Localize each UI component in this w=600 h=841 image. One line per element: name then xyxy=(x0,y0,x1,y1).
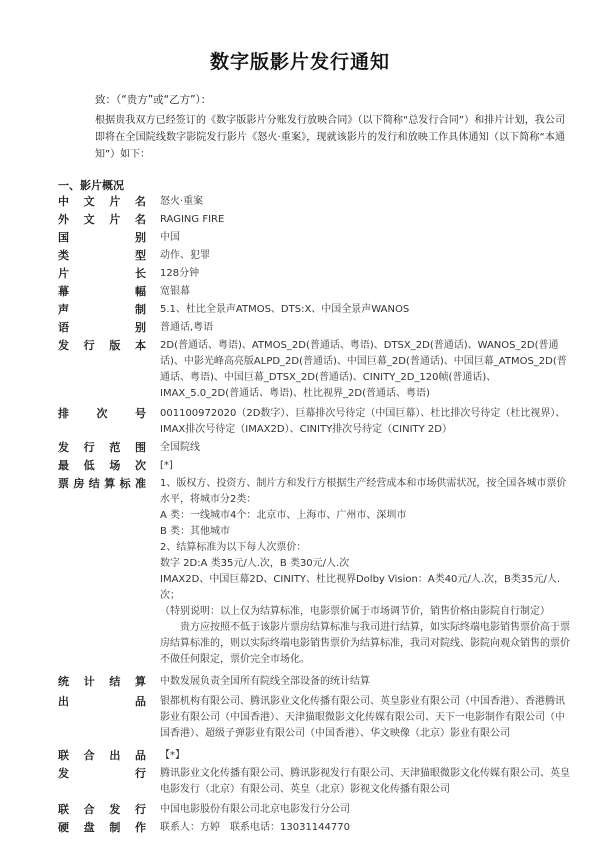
info-row xyxy=(58,438,570,456)
info-label: 统计结算 xyxy=(58,675,146,688)
info-row xyxy=(58,690,570,742)
info-row xyxy=(58,402,570,438)
info-row xyxy=(58,456,570,474)
info-row xyxy=(58,798,570,818)
info-value xyxy=(160,282,570,300)
info-label: 硬盘制作 xyxy=(58,821,146,834)
info-row xyxy=(58,282,570,300)
intro-paragraph: 根据贵我双方已经签订的《数字版影片分账发行放映合同》（以下简称“总发行合同”）和排片计划，我公司即将在全国院线数字影院发行影片《怒火·重案》，现就该影片的发行和放映工作具体通知（以下简称“本通知”）如下： xyxy=(95,115,565,160)
info-value-line: 128分钟 xyxy=(160,268,200,279)
info-label: 出品 xyxy=(58,695,146,708)
info-value-line: 腾讯影业文化传播有限公司、腾讯影视发行有限公司、天津猫眼微影文化传媒有限公司、英皇电影发行（北京）有限公司、英皇（北京）影视文化传播有限公司 xyxy=(160,768,570,795)
info-value xyxy=(160,742,570,764)
info-value-line: 贵方应按照不低于该影片票房结算标准与我司进行结算，如实际终端电影销售票价高于票房结算标准的，则以实际终端电影销售票价为结算标准，我司对院线、影院向观众销售的票价不做任何限定，票价完全市场化。 xyxy=(160,622,570,665)
info-value-line: 中国电影股份有限公司北京电影发行分公司 xyxy=(160,804,350,815)
info-label: 国别 xyxy=(58,231,146,244)
info-value xyxy=(160,264,570,282)
info-value xyxy=(160,300,570,318)
film-info-table xyxy=(58,192,570,836)
info-row xyxy=(58,318,570,336)
info-row xyxy=(58,474,570,668)
info-value xyxy=(160,336,570,402)
info-label: 发行 xyxy=(58,767,146,780)
info-row xyxy=(58,336,570,402)
info-value xyxy=(160,668,570,690)
info-value-line: 中数发展负责全国所有院线全部设备的统计结算 xyxy=(160,676,370,687)
info-row xyxy=(58,228,570,246)
info-value-line: 动作、犯罪 xyxy=(160,250,210,261)
document-title: 数字版影片发行通知 xyxy=(209,51,390,73)
info-row xyxy=(58,818,570,836)
info-value xyxy=(160,438,570,456)
info-value xyxy=(160,798,570,818)
info-label: 联合出品 xyxy=(58,749,146,762)
info-value-line: 2、结算标准为以下每人次票价： xyxy=(160,542,307,553)
info-value xyxy=(160,228,570,246)
info-value-line: 联系人：方婷 联系电话：13031144770 xyxy=(160,822,350,833)
info-value-line: RAGING FIRE xyxy=(160,214,225,225)
info-value-line: 1、版权方、投资方、制片方和发行方根据生产经营成本和市场供需状况，按全国各城市票价水平，将城市分2类： xyxy=(160,478,567,505)
info-row xyxy=(58,264,570,282)
info-label: 中文片名 xyxy=(58,195,146,208)
info-row xyxy=(58,668,570,690)
info-value xyxy=(160,456,570,474)
info-row xyxy=(58,246,570,264)
info-value-line: 【*】 xyxy=(160,750,185,761)
info-row xyxy=(58,300,570,318)
info-row xyxy=(58,742,570,764)
info-value xyxy=(160,210,570,228)
info-label: 最低场次 xyxy=(58,459,146,472)
info-value-line: 宽银幕 xyxy=(160,286,190,297)
info-row xyxy=(58,764,570,798)
info-value-line: B 类：其他城市 xyxy=(160,526,231,537)
info-value-line: [*] xyxy=(160,460,173,471)
info-label: 票房结算标准 xyxy=(58,477,146,490)
info-label: 片长 xyxy=(58,267,146,280)
info-value-line: 2D(普通话、粤语)、ATMOS_2D(普通话、粤语)、DTSX_2D(普通话)、WANOS_2D(普通话)、中影光峰高亮版ALPD_2D(普通话)、中国巨幕_2D(普通话)、中国巨幕_ATMOS_2D(普通话、粤语)、中国巨幕_DTSX_2D(普通话)、CINITY_2D_120帧(普通话)、IMAX_5.0_2D(普通话、粤语)、杜比视界_2D(普通话、粤语) xyxy=(160,340,567,399)
info-label: 排次号 xyxy=(58,407,146,420)
info-label: 幕幅 xyxy=(58,285,146,298)
info-value-line: 全国院线 xyxy=(160,442,200,453)
info-value xyxy=(160,192,570,210)
info-label: 类型 xyxy=(58,249,146,262)
info-row xyxy=(58,192,570,210)
info-row xyxy=(58,210,570,228)
info-label: 外文片名 xyxy=(58,213,146,226)
info-label: 发行范围 xyxy=(58,441,146,454)
info-value-line: 001100972020（2D数字）、巨幕排次号待定（中国巨幕）、杜比排次号待定（杜比视界）、IMAX排次号待定（IMAX2D）、CINITY排次号待定（CINITY 2D） xyxy=(160,408,566,435)
salutation: 致：（“贵方”或“乙方”）： xyxy=(95,94,212,106)
info-value xyxy=(160,402,570,438)
info-value-line: 银都机构有限公司、腾讯影业文化传播有限公司、英皇影业有限公司（中国香港）、香港腾讯影业有限公司（中国香港）、天津猫眼微影文化传媒有限公司、天下一电影制作有限公司（中国香港）、超级子弹影业有限公司（中国香港）、华文映像（北京）影业有限公司 xyxy=(160,696,565,739)
info-value-line: 数字 2D:A 类35元/人.次，B 类30元/人.次 xyxy=(160,558,350,569)
info-value xyxy=(160,474,570,668)
section-heading: 一、影片概况 xyxy=(58,179,124,192)
info-value xyxy=(160,690,570,742)
info-value xyxy=(160,764,570,798)
info-value-line: IMAX2D、中国巨幕2D、CINITY、杜比视界Dolby Vision：A类40元/人.次，B类35元/人.次； xyxy=(160,574,561,601)
info-value xyxy=(160,246,570,264)
info-value xyxy=(160,318,570,336)
info-value-line: 普通话,粤语 xyxy=(160,322,214,333)
info-value-line: 中国 xyxy=(160,232,180,243)
info-value-line: 5.1、杜比全景声ATMOS、DTS:X、中国全景声WANOS xyxy=(160,304,410,315)
info-label: 联合发行 xyxy=(58,803,146,816)
info-value xyxy=(160,818,570,836)
info-label: 发行版本 xyxy=(58,339,146,352)
info-value-line: A 类：一线城市4个：北京市、上海市、广州市、深圳市 xyxy=(160,510,407,521)
info-value-line: （特别说明：以上仅为结算标准，电影票价属于市场调节价，销售价格由影院自行制定） xyxy=(160,606,550,617)
info-value-line: 怒火·重案 xyxy=(160,196,204,207)
info-label: 语别 xyxy=(58,321,146,334)
info-label: 声制 xyxy=(58,303,146,316)
